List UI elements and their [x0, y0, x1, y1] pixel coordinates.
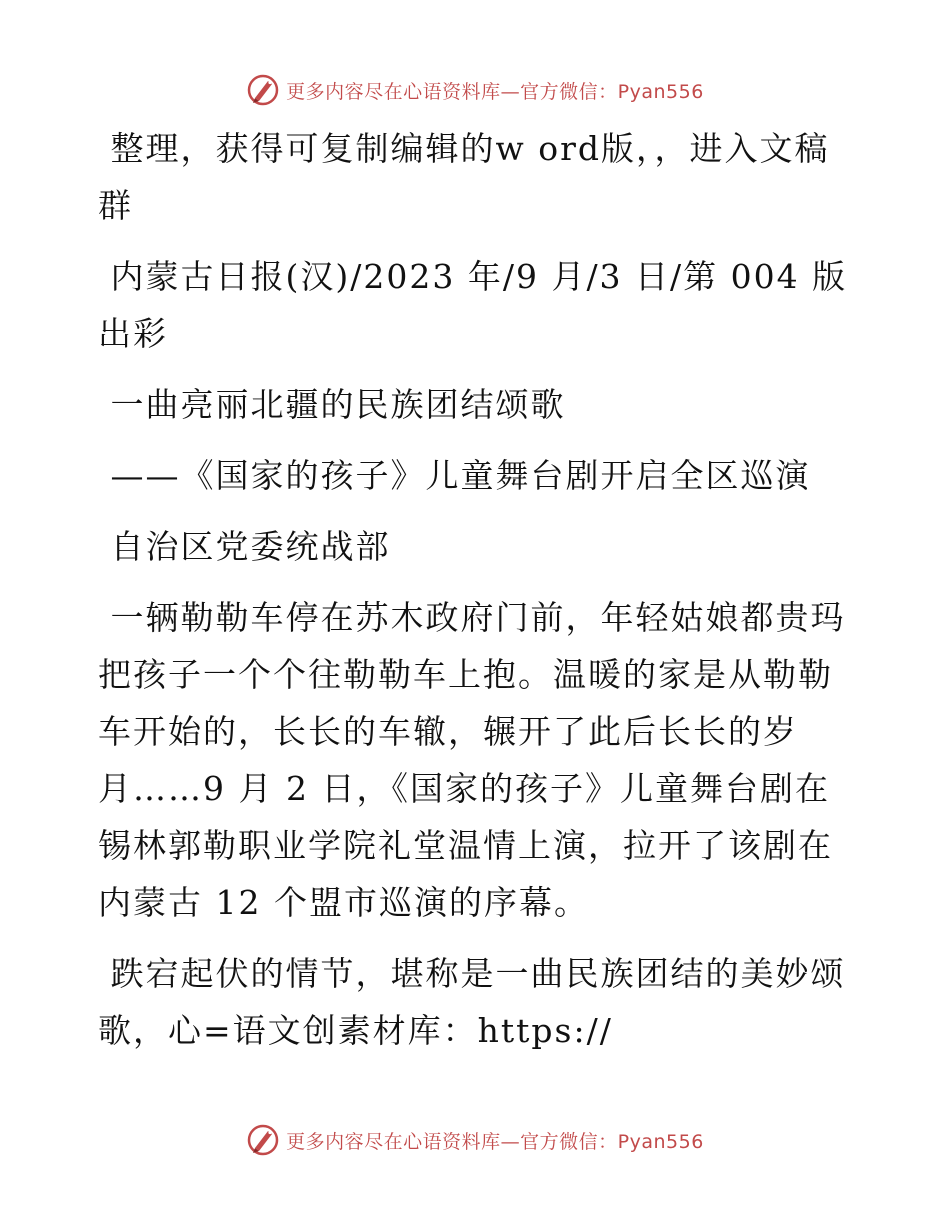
- pen-logo-icon: [246, 1123, 280, 1157]
- header-watermark: [0, 70, 950, 110]
- article-author: 自治区党委统战部: [98, 527, 391, 566]
- watermark-text: 更多内容尽在心语资料库—官方微信：Pyan556: [286, 80, 704, 103]
- paragraph-body-2: 跌宕起伏的情节，堪称是一曲民族团结的美妙颂歌，心=语文创素材库：https://: [98, 954, 846, 1050]
- paragraph-source: 内蒙古日报(汉)/2023 年/9 月/3 日/第 004 版出彩: [98, 257, 848, 353]
- footer-watermark: [0, 1120, 950, 1160]
- paragraph-body-1: 一辆勒勒车停在苏木政府门前，年轻姑娘都贵玛把孩子一个个往勒勒车上抱。温暖的家是从勒勒车开始的，长长的车辙，辗开了此后长长的岁月……9 月 2 日，《国家的孩子》儿童舞台剧在锡林郭勒职业学院礼堂温情上演，拉开了该剧在内蒙古 12 个盟市巡演的序幕。: [98, 598, 846, 922]
- pen-logo-icon: [246, 73, 280, 107]
- paragraph-intro: 整理，获得可复制编辑的w ord版，，进入文稿群: [98, 129, 830, 225]
- article-title: 一曲亮丽北疆的民族团结颂歌: [98, 385, 566, 424]
- watermark-text: 更多内容尽在心语资料库—官方微信：Pyan556: [286, 1130, 704, 1153]
- article-subtitle: ——《国家的孩子》儿童舞台剧开启全区巡演: [98, 456, 811, 495]
- document-body: [98, 120, 858, 1059]
